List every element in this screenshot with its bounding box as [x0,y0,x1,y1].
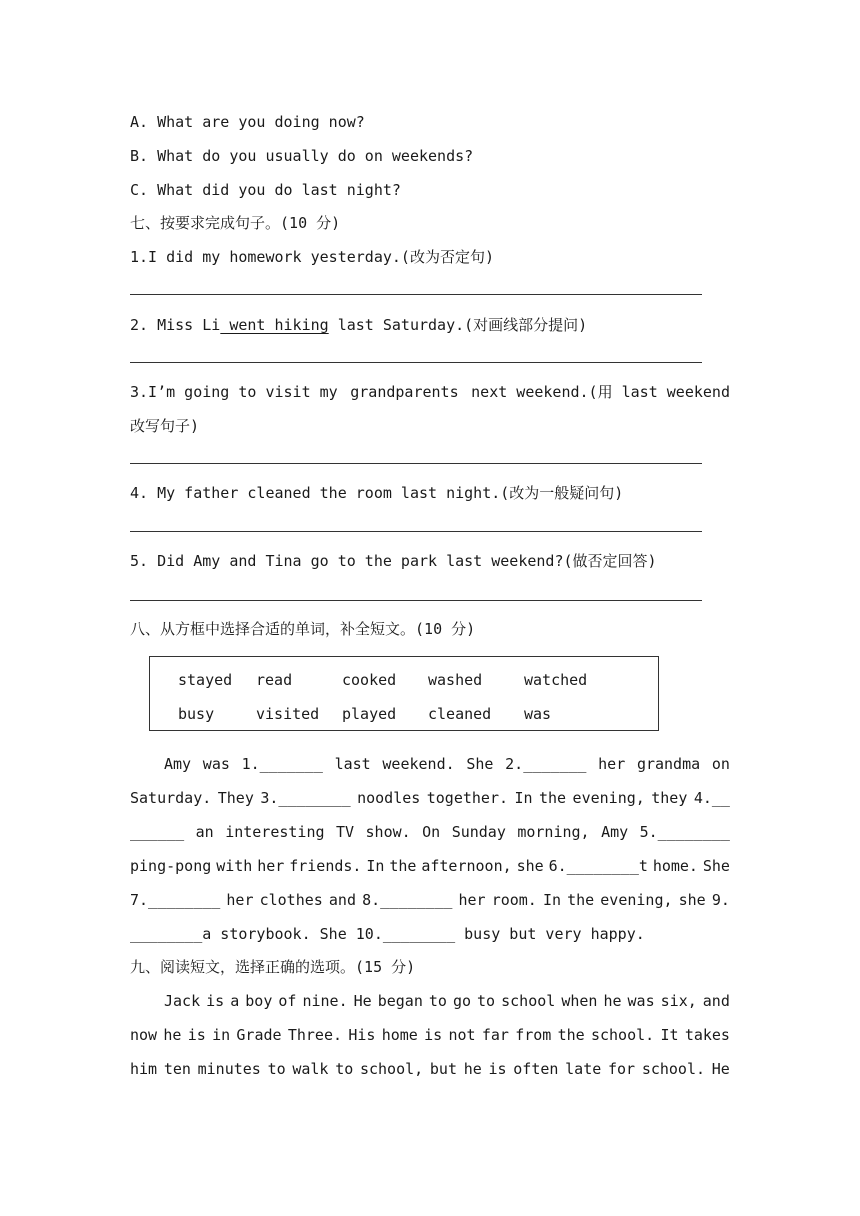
passage-line [130,754,730,788]
question-7-2 [130,315,587,335]
word: evening, [600,891,673,909]
word-option: visited [256,705,320,723]
option-a: A. What are you doing now? [130,113,365,131]
word: and [702,992,730,1010]
blank[interactable]: 3.________ [260,789,351,807]
word: In [366,857,385,875]
answer-line-2[interactable] [130,362,702,363]
answer-line-1[interactable] [130,294,702,295]
word: He [353,992,372,1010]
word-option: cooked [342,671,397,689]
word: often [513,1060,559,1078]
word: and [328,891,356,909]
reading-line [130,1025,730,1059]
word: friends. [289,857,362,875]
question-7-5: 5. Did Amy and Tina go to the park last weekend?(做否定回答) [130,552,657,570]
word: takes [684,1026,730,1044]
word: ten [163,1060,191,1078]
option-b: B. What do you usually do on weekends? [130,147,474,165]
passage-line [130,890,730,924]
reading-line [130,1059,730,1093]
word: she [678,891,706,909]
word: school. [641,1060,706,1078]
word: evening, [572,789,645,807]
word: is [187,1026,206,1044]
blank[interactable]: 4.__ [693,789,730,807]
word: to [428,992,447,1010]
word: the [539,789,567,807]
word: They [217,789,254,807]
word: school [501,992,556,1010]
word: She [702,857,730,875]
word: when [561,992,598,1010]
answer-line-4[interactable] [130,531,702,532]
word: interesting [225,823,325,841]
section-8-heading: 八、从方框中选择合适的单词，补全短文。(10 分) [130,620,476,638]
word: On [422,823,441,841]
reading-line [130,991,730,1025]
word: in [212,1026,231,1044]
word: Saturday. [130,789,212,807]
word: far [481,1026,509,1044]
word-option: was [524,705,552,723]
word: for [608,1060,636,1078]
cloze-passage [130,754,730,958]
word: He [711,1060,730,1078]
passage-line [130,788,730,822]
word-option: stayed [178,671,233,689]
word: home [381,1026,418,1044]
blank[interactable]: ______ [130,823,185,841]
blank[interactable]: 8.________ [362,891,453,909]
word: She [466,755,494,773]
word: of [278,992,297,1010]
word: home. [652,857,698,875]
q3-part: grandparents [350,383,459,401]
word: show. [365,823,411,841]
word: her [257,857,285,875]
word: grandma [636,755,701,773]
word: an [195,823,214,841]
word: to [267,1060,286,1078]
word-option: cleaned [428,705,492,723]
word: they [651,789,688,807]
blank[interactable]: 5.________ [639,823,730,841]
word: the [557,1026,585,1044]
word: but [429,1060,457,1078]
passage-line [130,822,730,856]
blank[interactable]: 1._______ [241,755,323,773]
word: nine. [302,992,348,1010]
word: It [660,1026,679,1044]
word: Jack [164,992,201,1010]
word: with [216,857,253,875]
word: he [603,992,622,1010]
word: go [452,992,472,1010]
word: morning, [517,823,590,841]
answer-line-5[interactable] [130,600,702,601]
word: was [202,755,230,773]
word: Amy [164,755,192,773]
section-9-heading: 九、阅读短文，选择正确的选项。(15 分) [130,958,416,976]
word: the [567,891,595,909]
word: In [514,789,533,807]
word: clothes [259,891,323,909]
word: now [130,1026,158,1044]
q2-suffix: last Saturday.(对画线部分提问) [328,316,588,334]
word: TV [336,823,355,841]
word: he [163,1026,182,1044]
passage-last-line: ________a storybook. She 10.________ busy but very happy. [130,925,645,943]
word-option: watched [524,671,588,689]
word: ping-pong [130,857,212,875]
word: late [565,1060,602,1078]
word: her [458,891,486,909]
blank[interactable]: 2._______ [505,755,587,773]
question-7-3 [130,382,730,402]
word: is [206,992,225,1010]
word-option: played [342,705,397,723]
blank[interactable]: 7.________ [130,891,221,909]
question-7-4: 4. My father cleaned the room last night.(改为一般疑问句) [130,484,624,502]
word: not [448,1026,476,1044]
word-option: read [256,671,293,689]
answer-line-3[interactable] [130,463,702,464]
word: a [230,992,240,1010]
word: he [463,1060,482,1078]
word: His [348,1026,376,1044]
section-7-heading: 七、按要求完成句子。(10 分) [130,214,341,232]
blank[interactable]: 9. [711,891,730,909]
word: she [516,857,544,875]
word: the [389,857,417,875]
word: boy [245,992,273,1010]
question-7-3-continued: 改写句子) [130,417,200,435]
word: together. [426,789,509,807]
word: weekend. [382,755,455,773]
word: is [424,1026,443,1044]
word: her [598,755,626,773]
q2-underlined-phrase: went hiking [220,316,329,334]
word: Grade [236,1026,282,1044]
word-option: washed [428,671,483,689]
word: school, [359,1060,424,1078]
word-option: busy [178,705,215,723]
word: was [627,992,655,1010]
word: began [377,992,423,1010]
word: is [488,1060,507,1078]
word: to [477,992,496,1010]
word: last [334,755,371,773]
word: In [542,891,561,909]
word: from [515,1026,552,1044]
q3-part: next weekend.(用 last weekend [471,383,730,401]
word: school. [590,1026,655,1044]
word: him [130,1060,158,1078]
word: on [711,755,730,773]
q2-prefix: 2. Miss Li [130,316,221,334]
word: to [335,1060,354,1078]
word: noodles [357,789,421,807]
word: room. [491,891,537,909]
word: Three. [287,1026,343,1044]
word: six, [660,992,697,1010]
passage-line [130,856,730,890]
option-c: C. What did you do last night? [130,181,401,199]
word: Sunday [451,823,506,841]
word: Amy [601,823,629,841]
reading-passage [130,991,730,1093]
word-box [149,656,659,731]
blank[interactable]: 6.________t [548,857,648,875]
word: her [226,891,254,909]
q3-part: 3.I’m going to visit my [130,383,338,401]
word: afternoon, [421,857,512,875]
word: walk [292,1060,329,1078]
word: minutes [197,1060,261,1078]
question-7-1: 1.I did my homework yesterday.(改为否定句) [130,248,494,266]
